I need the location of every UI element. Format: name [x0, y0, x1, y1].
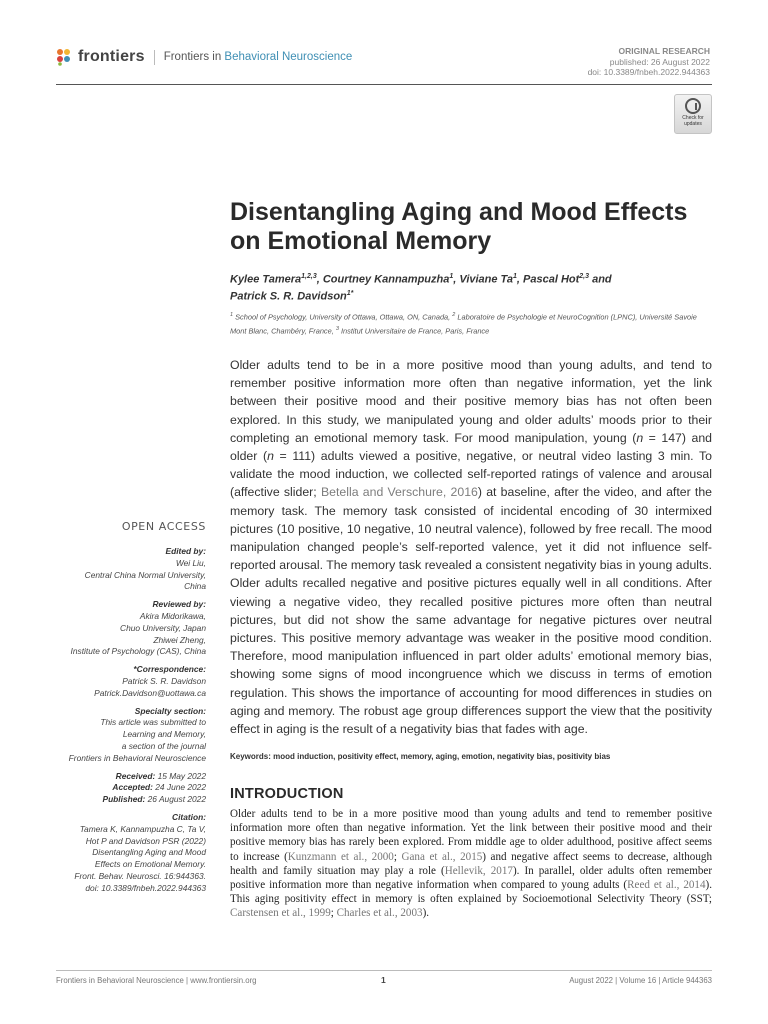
- citation-link[interactable]: Reed et al., 2014: [627, 879, 706, 892]
- sidebar-line: Patrick S. R. Davidson: [122, 675, 206, 686]
- author-name[interactable]: Kylee Tamera: [230, 273, 302, 286]
- intro-text: ).: [422, 907, 430, 920]
- received-label: Received:: [115, 770, 156, 781]
- sidebar-line: Effects on Emotional Memory.: [94, 859, 206, 870]
- intro-text: ;: [393, 850, 402, 863]
- journal-name-highlight: Behavioral Neuroscience: [224, 51, 353, 63]
- author-name[interactable]: Pascal Hot: [523, 273, 580, 286]
- author-name[interactable]: Viviane Ta: [459, 273, 513, 286]
- journal-brand[interactable]: [56, 46, 352, 68]
- affiliation-marker: 2: [452, 312, 456, 318]
- citation-link[interactable]: Kunzmann et al., 2000: [287, 850, 394, 863]
- abstract-text: = 147) and older (: [230, 430, 712, 464]
- affiliation-text: School of Psychology, University of Ottawa, Ottawa, ON, Canada,: [233, 312, 453, 322]
- citation-link[interactable]: Carstensen et al., 1999: [230, 907, 331, 920]
- citation-link[interactable]: Betella and Verschure, 2016: [320, 485, 478, 500]
- author-affiliation-marker: 2,3: [579, 273, 590, 280]
- intro-text: ;: [330, 907, 337, 920]
- reviewed-by-label: Reviewed by:: [152, 599, 206, 610]
- keywords-label: Keywords:: [230, 752, 271, 761]
- citation-link[interactable]: Hellevik, 2017: [444, 864, 513, 877]
- author-separator: ,: [316, 273, 323, 286]
- article-meta: [588, 46, 710, 78]
- keywords: [230, 751, 712, 762]
- abstract-text: ) at baseline, after the video, and after the memory task. The memory task consisted of incidental encoding of 30 intermixed pictures (10 positive, 10 negative, 10 neutral valence), followed by free recall. The mood manipulation changed people’s self-reported valence, yet it did not influence self-reported arousal. The memory task revealed a consistent negativity bias in young adults. Older adults recalled negative and positive pictures equally well in all conditions. After viewing a negative video, they recalled positive pictures more often than neutral pictures, but did not show the same advantage for negative pictures over neutral pictures. This positive memory advantage was weaker in the positive mood condition. Therefore, mood manipulation influenced in part older adults’ emotional memory bias, showing some signs of mood incongruence which we discuss in terms of emotion regulation. This shows the importance of accounting for mood differences in studies on aging and memory. The robust age group differences support the view that the positivity effect in aging is the result of a negativity bias that fades with age.: [230, 485, 712, 737]
- specialty-section: [40, 706, 206, 765]
- sidebar-line: Disentangling Aging and Mood: [92, 847, 206, 858]
- footer-divider: [56, 970, 712, 971]
- keywords-list: mood induction, positivity effect, memory, aging, emotion, negativity bias, positivity bias: [270, 752, 611, 761]
- sidebar-line: Institute of Psychology (CAS), China: [70, 646, 206, 657]
- citation-link[interactable]: Charles et al., 2003: [336, 907, 423, 920]
- sidebar-line: Zhiwei Zheng,: [153, 634, 206, 645]
- citation-doi-link[interactable]: doi: 10.3389/fnbeh.2022.944363: [85, 882, 206, 893]
- citation-label: Citation:: [172, 811, 206, 822]
- italic-symbol: n: [636, 430, 644, 445]
- check-for-updates-icon: [685, 98, 701, 114]
- italic-symbol: n: [267, 449, 274, 464]
- citation-section: [40, 812, 206, 895]
- author-separator: ,: [516, 273, 524, 286]
- intro-text: Older adults tend to be in a more positive mood than young adults and tend to remember positive information more often than negative information. Yet the link between their positive mood and their positive memory bias has rarely been explored. From middle age to older adulthood, positive affect seems to increase (: [230, 808, 712, 863]
- received-value: 15 May 2022: [155, 770, 206, 781]
- edited-by-label: Edited by:: [165, 546, 206, 556]
- affiliation-text: Institut Universitaire de France, Paris, France: [338, 326, 490, 336]
- received-date: [40, 771, 206, 783]
- dates-section: [40, 771, 206, 806]
- article-title: Disentangling Aging and Mood Effects on Emotional Memory: [230, 198, 688, 255]
- published-label: Published:: [102, 794, 146, 805]
- sidebar-line: Central China Normal University,: [84, 569, 206, 580]
- sidebar-line: a section of the journal: [121, 740, 206, 751]
- correspondence-email-link[interactable]: Patrick.Davidson@uottawa.ca: [94, 687, 206, 698]
- affiliation-marker: 1: [230, 312, 234, 318]
- check-for-updates-button[interactable]: [674, 94, 712, 134]
- brand-divider: [154, 50, 155, 65]
- introduction-paragraph: [230, 807, 712, 921]
- page-number: 1: [381, 975, 386, 985]
- article-doi[interactable]: doi: 10.3389/fnbeh.2022.944363: [587, 67, 710, 77]
- sidebar-line: Chuo University, Japan: [120, 622, 206, 633]
- author-affiliation-marker: 1: [513, 273, 517, 280]
- abstract-text: = 111) adults viewed a positive, negative, or neutral video lasting 3 min. To validate the mood induction, we collected self-reported ratings of valence and arousal (affective slider;: [230, 449, 712, 500]
- correspondence-section: [40, 664, 206, 699]
- header-divider: [56, 84, 712, 85]
- footer-journal[interactable]: Frontiers in Behavioral Neuroscience | www.frontiersin.org: [56, 976, 257, 985]
- abstract: [230, 356, 712, 738]
- check-for-updates-label: [675, 116, 711, 127]
- sidebar-line: Frontiers in Behavioral Neuroscience: [68, 752, 206, 763]
- sidebar-line: China: [184, 581, 206, 592]
- intro-text: ) and negative affect seems to decrease, although health and family situation may play a role (: [230, 850, 712, 877]
- brand-wordmark: frontiers: [78, 48, 145, 65]
- intro-text: ). In parallel, older adults often remember positive information more than negative information when compared to young adults (: [230, 864, 713, 892]
- author-affiliation-marker: 1: [449, 273, 454, 280]
- published-date-sidebar: [40, 794, 206, 806]
- citation-link[interactable]: Gana et al., 2015: [401, 850, 483, 863]
- accepted-label: Accepted:: [112, 782, 153, 793]
- sidebar-line: Hot P and Davidson PSR (2022): [85, 835, 206, 846]
- section-heading-introduction: INTRODUCTION: [230, 786, 344, 802]
- abstract-text: Older adults tend to be in a more positive mood than young adults, and tend to remember positive information more often than negative information, yet the link between their positive mood and their positive memory bias has not often been explored. In this study, we manipulated young and older adults’ moods prior to their completing an emotional memory task. For mood manipulation, young (: [230, 358, 712, 445]
- affiliation-marker: 3: [335, 326, 339, 333]
- published-value: 26 August 2022: [145, 794, 206, 805]
- specialty-label: Specialty section:: [134, 705, 206, 716]
- open-access-label: OPEN ACCESS: [121, 520, 206, 533]
- published-date: published: 26 August 2022: [609, 56, 710, 67]
- author-affiliation-marker: 1,2,3: [301, 273, 317, 280]
- correspondence-label: *Correspondence:: [133, 664, 206, 675]
- author-name[interactable]: Patrick S. R. Davidson: [230, 290, 347, 303]
- journal-name-prefix: Frontiers in: [163, 51, 225, 63]
- intro-text: ). This aging positivity effect in memory is often explained by Socioemotional Selectivity Theory (SST;: [230, 879, 712, 906]
- article-type: ORIGINAL RESEARCH: [618, 46, 710, 56]
- sidebar-line: Front. Behav. Neurosci. 16:944363.: [74, 870, 206, 881]
- sidebar-line: Tamera K, Kannampuzha C, Ta V,: [79, 823, 206, 834]
- affiliations: [230, 309, 712, 338]
- footer-issue-info: August 2022 | Volume 16 | Article 944363: [569, 976, 712, 985]
- frontiers-logo-icon: [56, 48, 74, 66]
- author-separator: ,: [453, 273, 460, 286]
- author-list: [230, 270, 700, 303]
- edited-by-section: [40, 546, 206, 593]
- sidebar-line: Akira Midorikawa,: [139, 610, 206, 621]
- affiliation-text: Laboratoire de Psychologie et NeuroCognition (LPNC), Université Savoie Mont Blanc, Chambéry, France,: [230, 312, 697, 336]
- author-affiliation-marker: 1*: [346, 289, 354, 297]
- badge-line-1: Check for: [682, 115, 704, 121]
- sidebar-line: Wei Liu,: [175, 557, 206, 568]
- accepted-value: 24 June 2022: [152, 782, 206, 793]
- sidebar-line: Learning and Memory,: [122, 729, 206, 740]
- sidebar-line: This article was submitted to: [100, 717, 206, 728]
- author-separator: and: [589, 273, 612, 286]
- badge-line-2: updates: [684, 120, 702, 127]
- journal-name: [164, 51, 353, 63]
- accepted-date: [40, 782, 206, 794]
- article-sidebar: [40, 546, 206, 901]
- reviewed-by-section: [40, 599, 206, 658]
- author-name[interactable]: Courtney Kannampuzha: [322, 273, 450, 286]
